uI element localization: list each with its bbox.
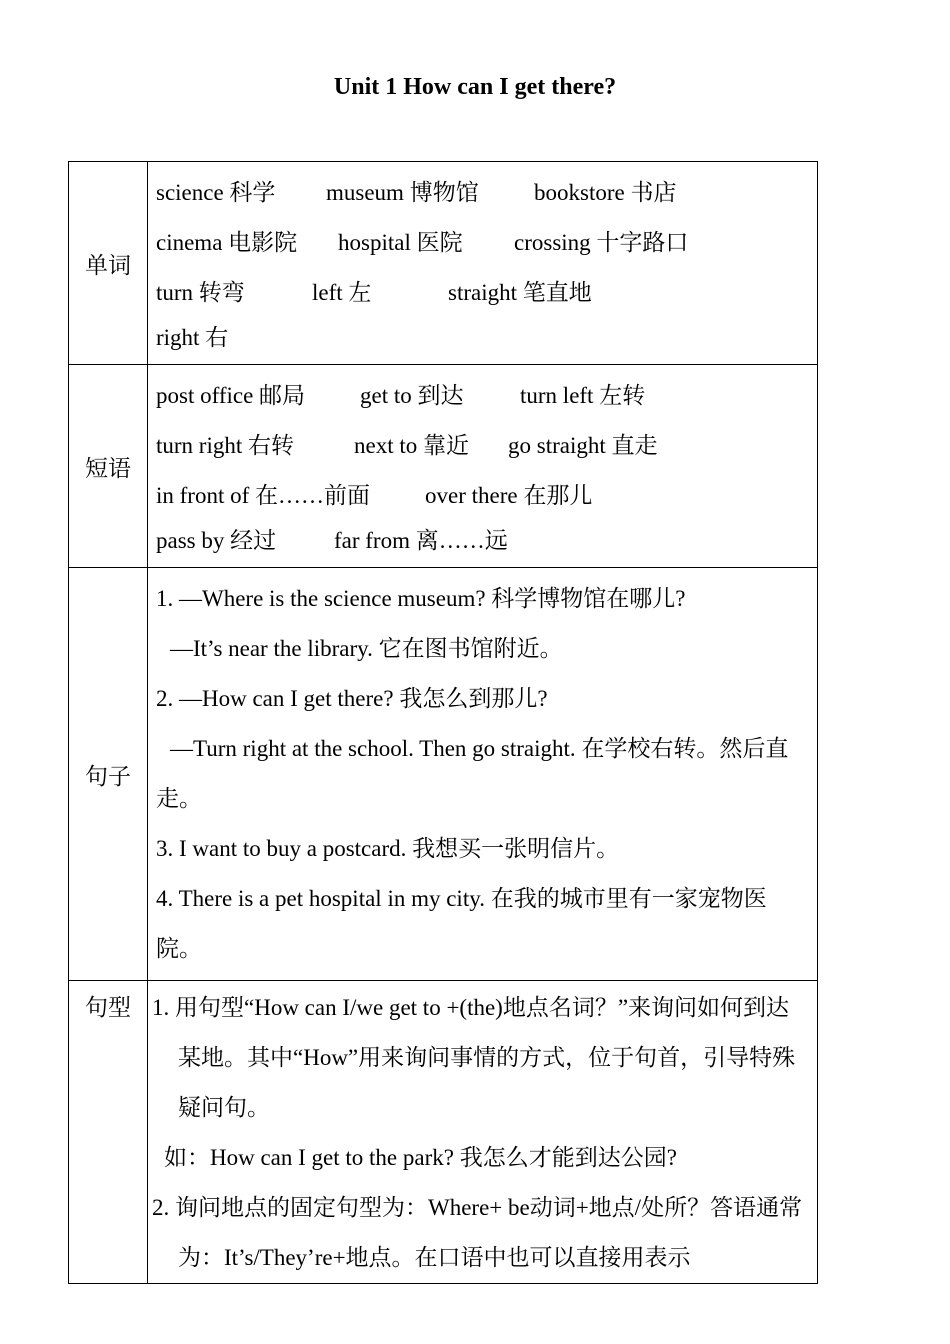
table-row-phrases (69, 365, 818, 568)
patterns-cell (148, 981, 818, 1284)
sentence-item: 1. —Where is the science museum? 科学博物馆在哪儿? (156, 586, 686, 611)
word-entry: crossing 十字路口 (514, 230, 689, 255)
phrase-entry: next to 靠近 (354, 433, 469, 458)
word-entry: science 科学 (156, 180, 276, 205)
word-entry: right 右 (156, 325, 229, 350)
row-label-phrases: 短语 (69, 365, 148, 568)
word-entry: left 左 (312, 280, 372, 305)
phrase-entry: go straight 直走 (508, 433, 658, 458)
phrase-entry: get to 到达 (360, 383, 464, 408)
row-label-sentences: 句子 (69, 568, 148, 981)
word-entry: straight 笔直地 (448, 280, 592, 305)
vocab-table (68, 161, 818, 1284)
row-label-patterns: 句型 (69, 981, 148, 1284)
words-cell (148, 162, 818, 365)
list-item (156, 168, 809, 218)
sentence-item: 2. —How can I get there? 我怎么到那儿? (156, 686, 548, 711)
table-row-sentences (69, 568, 818, 981)
sentences-cell (148, 568, 818, 981)
phrase-entry: in front of 在……前面 (156, 483, 371, 508)
list-item (156, 371, 809, 421)
word-entry: museum 博物馆 (326, 180, 479, 205)
word-entry: cinema 电影院 (156, 230, 298, 255)
page-title: Unit 1 How can I get there? (333, 74, 617, 100)
pattern-item: 2. 询问地点的固定句型为：Where+ be动词+地点/处所？答语通常为：It’s/They’re+地点。在口语中也可以直接用表示 (152, 1195, 803, 1270)
phrase-entry: turn left 左转 (520, 383, 646, 408)
sentence-item (156, 724, 809, 824)
list-item (156, 421, 809, 471)
list-item (156, 471, 809, 521)
pattern-item: 1. 用句型“How can I/we get to +(the)地点名词？”来询问如何到达某地。其中“How”用来询问事情的方式，位于句首，引导特殊疑问句。 (152, 995, 796, 1120)
list-item (156, 318, 809, 358)
list-item (156, 521, 809, 561)
word-entry: bookstore 书店 (534, 180, 677, 205)
word-entry: turn 转弯 (156, 280, 245, 305)
phrase-entry: pass by 经过 (156, 528, 277, 553)
phrase-entry: far from 离……远 (334, 528, 508, 553)
phrase-entry: turn right 右转 (156, 433, 294, 458)
phrase-entry: over there 在那儿 (425, 483, 593, 508)
list-item (156, 268, 809, 318)
table-row-words (69, 162, 818, 365)
phrases-cell (148, 365, 818, 568)
list-item (156, 218, 809, 268)
sentence-item: 3. I want to buy a postcard. 我想买一张明信片。 (156, 836, 620, 861)
table-row-patterns (69, 981, 818, 1284)
sentence-text: —Turn right at the school. Then go straight. 在学校右转。然后直走。 (156, 736, 789, 811)
sentence-item: —It’s near the library. 它在图书馆附近。 (170, 636, 563, 661)
phrase-entry: post office 邮局 (156, 383, 306, 408)
sentence-item: 4. There is a pet hospital in my city. 在我的城市里有一家宠物医院。 (156, 886, 767, 961)
pattern-example: 如：How can I get to the park? 我怎么才能到达公园? (164, 1145, 677, 1170)
word-entry: hospital 医院 (338, 230, 463, 255)
row-label-words: 单词 (69, 162, 148, 365)
